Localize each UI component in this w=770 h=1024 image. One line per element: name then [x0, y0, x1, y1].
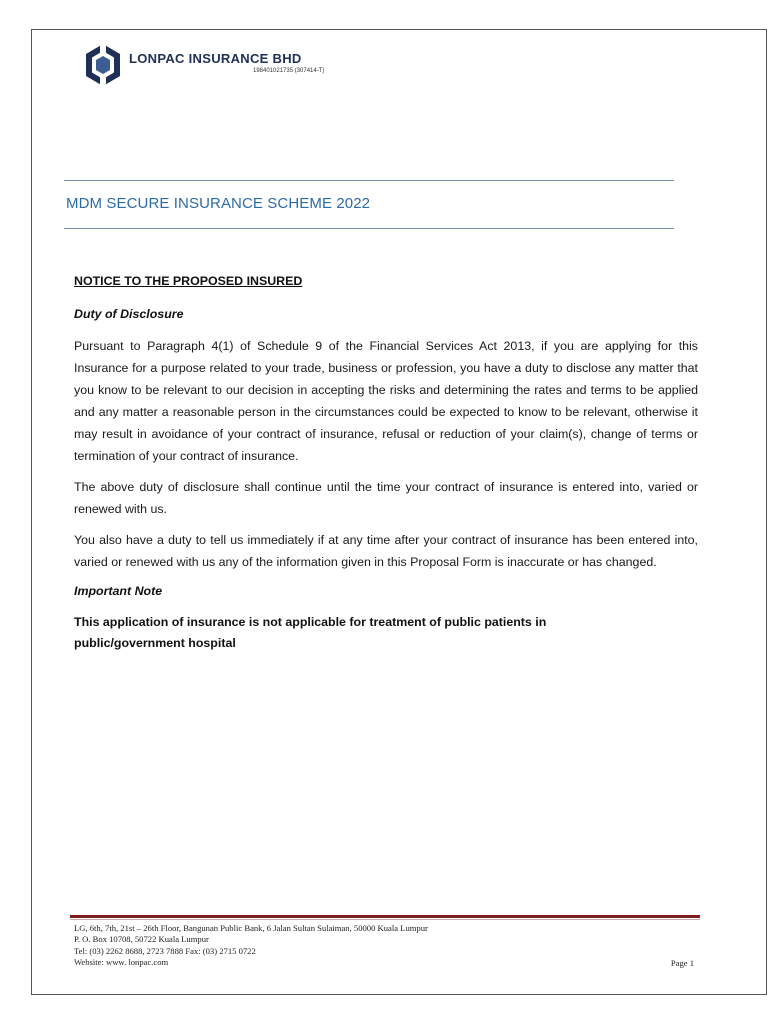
notice-section	[74, 272, 698, 654]
notice-heading: NOTICE TO THE PROPOSED INSURED	[74, 274, 303, 288]
footer-contact: Tel: (03) 2262 8688, 2723 7888 Fax: (03) 2715 0722	[74, 945, 256, 956]
footer	[74, 923, 696, 969]
title-rule-bottom	[64, 228, 674, 229]
update-duty-paragraph: You also have a duty to tell us immediately if at any time after your contract of insurance has been entered into, varied or renewed with us any of the information given in this Proposal Form is inaccurate or has changed.	[74, 533, 698, 569]
title-rule-top	[64, 180, 674, 181]
disclosure-paragraph: Pursuant to Paragraph 4(1) of Schedule 9 of the Financial Services Act 2013, if you are applying for this Insurance for a purpose related to your trade, business or profession, you have a duty to disclose any matter that you know to be relevant to our decision in accepting the risks and determining the rates and terms to be applied and any matter a reasonable person in the circumstances could be expected to know to be relevant, otherwise it may result in avoidance of your contract of insurance, refusal or reduction of your claim(s), change of terms or termination of your contract of insurance.	[74, 339, 698, 463]
lonpac-logo-icon	[83, 43, 123, 87]
important-note-text: This application of insurance is not applicable for treatment of public patients in public/government hospital	[74, 615, 547, 650]
scheme-title: MDM SECURE INSURANCE SCHEME 2022	[66, 195, 371, 212]
continuation-paragraph: The above duty of disclosure shall continue until the time your contract of insurance is entered into, varied or renewed with us.	[74, 480, 698, 516]
footer-website: Website: www. lonpac.com	[74, 957, 169, 968]
footer-rule	[70, 915, 700, 918]
footer-rule-thin	[70, 919, 700, 920]
company-logo	[83, 43, 343, 89]
important-note-heading: Important Note	[74, 584, 163, 598]
duty-heading: Duty of Disclosure	[74, 307, 184, 321]
company-name: LONPAC INSURANCE BHD	[129, 51, 302, 66]
company-registration: 198401021735 (307414-T)	[253, 68, 325, 74]
footer-po-box: P. O. Box 10708, 50722 Kuala Lumpur	[74, 934, 209, 945]
page-number: Page 1	[670, 958, 694, 968]
footer-address: LG, 6th, 7th, 21st – 26th Floor, Bangunan Public Bank, 6 Jalan Sultan Sulaiman, 50000 Kuala Lumpur	[74, 923, 428, 933]
